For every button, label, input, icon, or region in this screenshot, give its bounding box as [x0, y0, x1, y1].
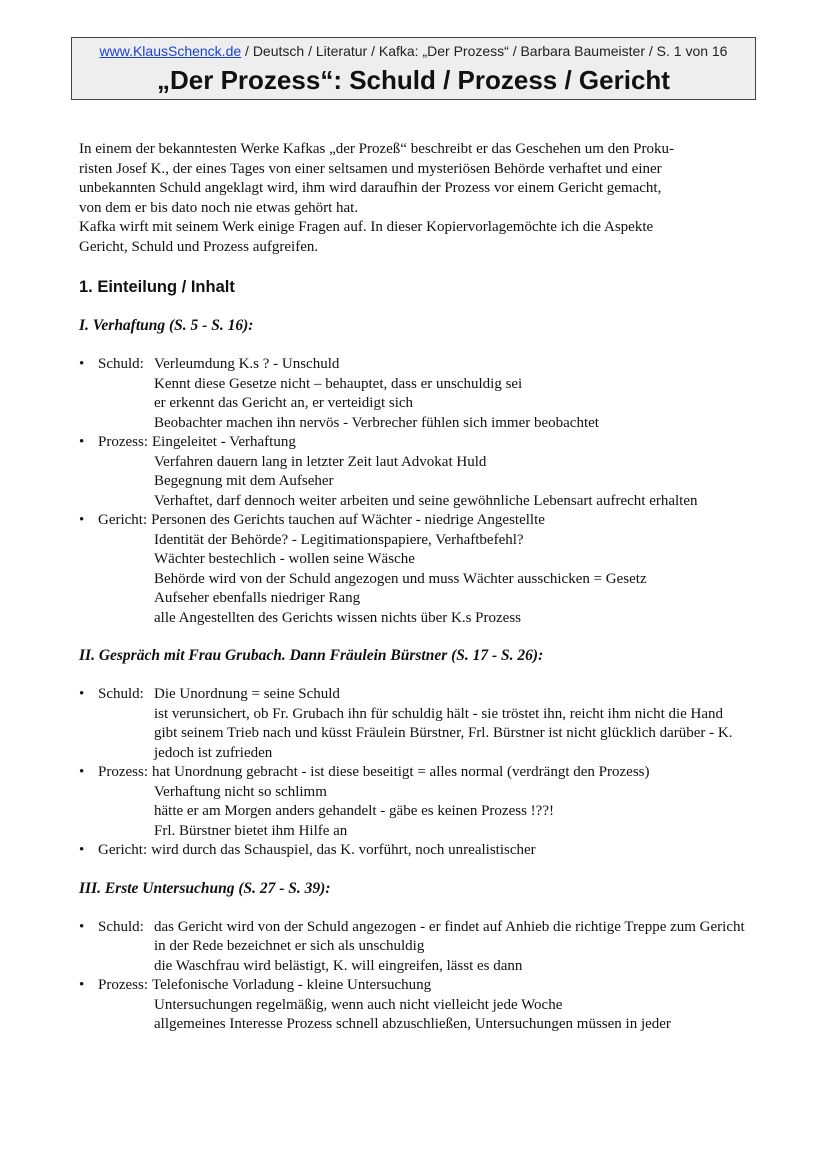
item-label: • Schuld: [98, 686, 144, 702]
item-detail: allgemeines Interesse Prozess schnell abzuschließen, Untersuchungen müssen in jeder [154, 1016, 671, 1032]
item-detail: Verhaftet, darf dennoch weiter arbeiten und seine gewöhnliche Lebensart aufrecht erhalten [154, 492, 698, 509]
chapter-title: II. Gespräch mit Frau Grubach. Dann Fräulein Bürstner (S. 17 - S. 26): [79, 647, 544, 664]
section-heading: 1. Einteilung / Inhalt [79, 278, 235, 296]
item-detail: in der Rede bezeichnet er sich als unschuldig [154, 938, 425, 954]
list-item [79, 433, 751, 511]
intro-line: von dem er bis dato noch nie etwas gehört hat. [79, 199, 359, 216]
page-header [71, 37, 756, 100]
item-label: • Prozess: [98, 764, 148, 780]
item-label: • Schuld: [98, 918, 144, 935]
item-text: Die Unordnung = seine Schuld [154, 686, 340, 702]
item-detail: Verfahren dauern lang in letzter Zeit laut Advokat Huld [154, 453, 487, 470]
intro-line: In einem der bekanntesten Werke Kafkas „der Prozeß“ beschreibt er das Geschehen um den Proku- [79, 141, 674, 157]
list-item [79, 355, 751, 433]
item-label: • Prozess: [98, 434, 148, 450]
item-label: • Gericht: [98, 512, 148, 528]
item-detail: Wächter bestechlich - wollen seine Wäsche [154, 551, 415, 567]
intro-line: risten Josef K., der eines Tages von einer seltsamen und mysteriösen Behörde verhaftet und einer [79, 160, 662, 177]
item-text: Personen des Gerichts tauchen auf Wächter - niedrige Angestellte [151, 512, 545, 528]
chapter-items [79, 918, 751, 1035]
item-detail: Untersuchungen regelmäßig, wenn auch nicht vielleicht jede Woche [154, 996, 563, 1013]
list-item [79, 976, 751, 1035]
intro-line: unbekannten Schuld angeklagt wird, ihm wird daraufhin der Prozess vor einem Gericht gemacht, [79, 180, 662, 196]
item-detail: Frl. Bürstner bietet ihm Hilfe an [154, 822, 348, 839]
item-detail: gibt seinem Trieb nach und küsst Fräulein Bürstner, Frl. Bürstner ist nicht glücklich darüber - K. jedoch ist zufrieden [154, 725, 733, 761]
item-label: • Prozess: [98, 977, 148, 993]
document-body [79, 140, 751, 1035]
item-detail: er erkennt das Gericht an, er verteidigt sich [154, 395, 414, 411]
item-detail: alle Angestellten des Gerichts wissen nichts über K.s Prozess [154, 609, 522, 626]
item-detail: hätte er am Morgen anders gehandelt - gäbe es keinen Prozess !??! [154, 803, 554, 819]
item-detail: Identität der Behörde? - Legitimationspapiere, Verhaftbefehl? [154, 531, 524, 548]
item-text: Eingeleitet - Verhaftung [152, 434, 296, 450]
item-detail: Behörde wird von der Schuld angezogen und muss Wächter ausschicken = Gesetz [154, 570, 647, 587]
intro-line: Kafka wirft mit seinem Werk einige Fragen auf. In dieser Kopiervorlagemöchte ich die Aspekte [79, 219, 654, 235]
item-detail: ist verunsichert, ob Fr. Grubach ihn für schuldig hält - sie tröstet ihn, reicht ihm nicht die Hand [154, 705, 724, 722]
intro-paragraph [79, 140, 751, 257]
item-detail: Beobachter machen ihn nervös - Verbrecher fühlen sich immer beobachtet [154, 414, 599, 431]
chapter-items [79, 355, 751, 628]
item-label: • Schuld: [98, 356, 144, 372]
list-item [79, 841, 751, 861]
item-detail: Begegnung mit dem Aufseher [154, 473, 334, 489]
item-label: • Gericht: [98, 842, 148, 858]
chapter-items [79, 685, 751, 861]
list-item [79, 685, 751, 763]
item-text: wird durch das Schauspiel, das K. vorführt, noch unrealistischer [151, 842, 536, 858]
list-item [79, 511, 751, 628]
list-item [79, 918, 751, 977]
header-breadcrumb-line [72, 43, 755, 59]
page-title: „Der Prozess“: Schuld / Prozess / Gericht [157, 65, 670, 95]
item-detail: Aufseher ebenfalls niedriger Rang [154, 590, 361, 606]
item-text: Telefonische Vorladung - kleine Untersuchung [152, 977, 432, 993]
item-text: Verleumdung K.s ? - Unschuld [154, 356, 340, 372]
item-text: das Gericht wird von der Schuld angezogen - er findet auf Anhieb die richtige Treppe zum Gericht [154, 918, 745, 935]
item-detail: Verhaftung nicht so schlimm [154, 783, 327, 800]
list-item [79, 763, 751, 841]
intro-line: Gericht, Schuld und Prozess aufgreifen. [79, 238, 319, 255]
item-detail: Kennt diese Gesetze nicht – behauptet, dass er unschuldig sei [154, 375, 523, 392]
site-link[interactable]: www.KlausSchenck.de [99, 43, 242, 59]
item-text: hat Unordnung gebracht - ist diese beseitigt = alles normal (verdrängt den Prozess) [152, 764, 650, 780]
chapter-title: I. Verhaftung (S. 5 - S. 16): [79, 317, 254, 334]
item-detail: die Waschfrau wird belästigt, K. will eingreifen, lässt es dann [154, 957, 523, 974]
chapter-title: III. Erste Untersuchung (S. 27 - S. 39): [79, 879, 331, 897]
header-breadcrumb: / Deutsch / Literatur / Kafka: „Der Prozess“ / Barbara Baumeister / S. 1 von 16 [241, 43, 728, 59]
